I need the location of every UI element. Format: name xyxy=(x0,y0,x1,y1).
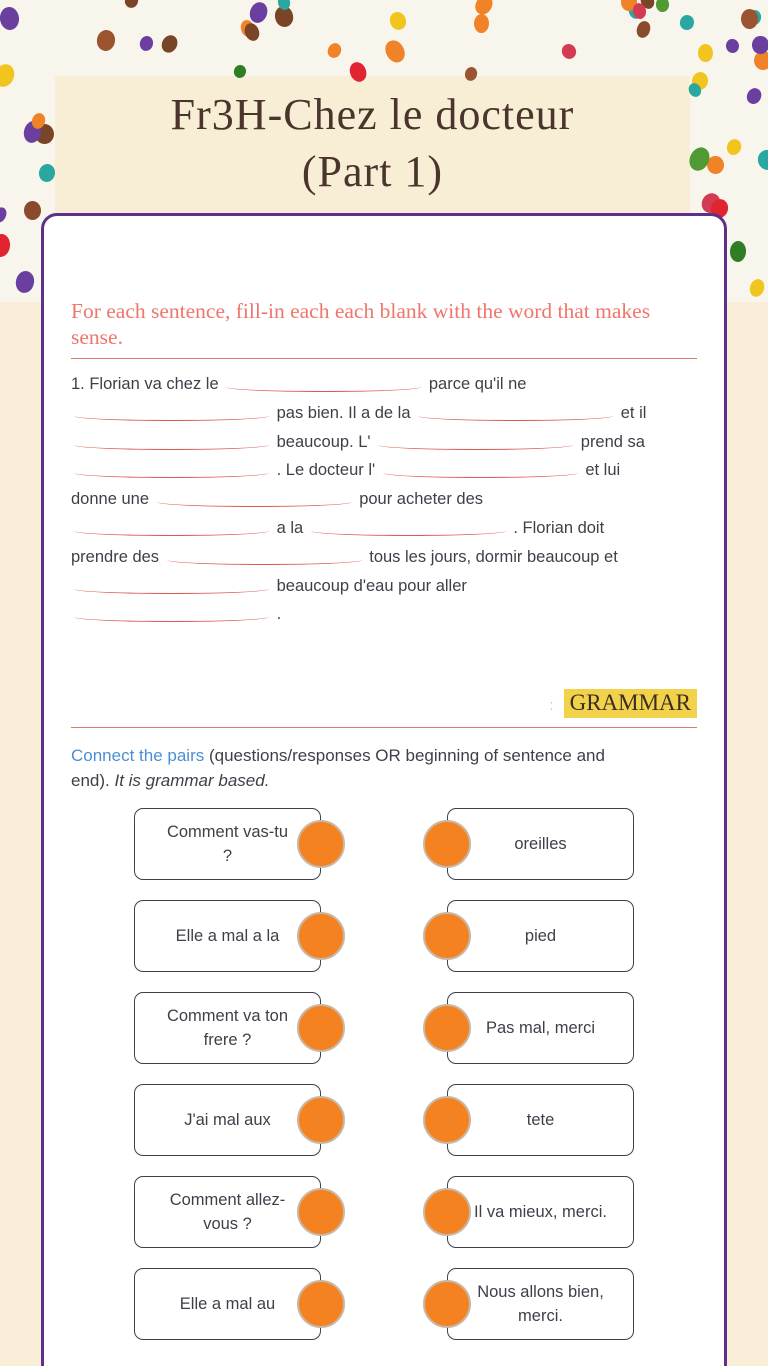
pair-right-box xyxy=(447,808,634,880)
polka-dot xyxy=(474,14,489,33)
fill-in-text: parce qu'il ne xyxy=(428,375,527,393)
pair-row xyxy=(71,1084,697,1156)
pair-right-text: pied xyxy=(524,927,557,946)
pair-row xyxy=(71,808,697,880)
fill-in-line xyxy=(71,573,697,602)
grammar-tag-row xyxy=(71,690,697,720)
pair-right-text: Nous allons bien, merci. xyxy=(477,1283,604,1326)
fill-in-line xyxy=(71,429,697,458)
connect-handle[interactable] xyxy=(297,912,345,960)
pair-right-text: Il va mieux, merci. xyxy=(474,1203,607,1222)
fill-in-text: beaucoup. L' xyxy=(276,432,371,451)
pair-right-text: Pas mal, merci xyxy=(485,1019,596,1038)
section-divider xyxy=(71,727,697,728)
fill-in-line xyxy=(71,400,697,429)
pair-right-box xyxy=(447,1268,634,1340)
connect-handle[interactable] xyxy=(297,1188,345,1236)
connect-handle[interactable] xyxy=(297,1280,345,1328)
fill-in-text: prendre des xyxy=(71,547,160,566)
connect-handle[interactable] xyxy=(423,820,471,868)
grammar-tag: GRAMMAR xyxy=(564,689,697,718)
pair-left-text: Elle a mal a la xyxy=(175,927,280,946)
fill-in-line xyxy=(71,515,697,544)
fill-blank-field[interactable] xyxy=(418,403,613,421)
pair-row xyxy=(71,1176,697,1248)
connect-pairs-instructions xyxy=(71,743,611,793)
page-title-line: Fr3H-Chez le docteur xyxy=(170,90,575,139)
fill-in-text: beaucoup d'eau pour aller xyxy=(276,576,467,595)
pair-left-text: Comment va ton frere ? xyxy=(166,1007,289,1050)
fill-in-line xyxy=(71,486,697,515)
pair-right-text: oreilles xyxy=(514,835,567,854)
fill-in-text: donne une xyxy=(71,490,149,509)
pair-left-box xyxy=(134,1176,321,1248)
fill-blank-field[interactable] xyxy=(311,518,506,536)
connect-handle[interactable] xyxy=(423,1096,471,1144)
fill-in-text: 1. Florian va chez le xyxy=(71,375,219,393)
fill-blank-field[interactable] xyxy=(74,604,269,622)
connect-handle[interactable] xyxy=(423,1280,471,1328)
fill-in-text: tous les jours, dormir beaucoup et xyxy=(369,547,618,566)
fill-in-text: et il xyxy=(620,403,647,422)
pair-right-box xyxy=(447,1176,634,1248)
polka-dot xyxy=(752,36,768,55)
fill-blank-field[interactable] xyxy=(74,518,269,536)
fill-in-text: pas bien. Il a de la xyxy=(276,403,411,422)
connect-handle[interactable] xyxy=(297,1004,345,1052)
section-divider xyxy=(71,358,697,359)
pair-left-text: Comment vas-tu ? xyxy=(166,823,289,866)
fill-in-instructions: For each sentence, fill-in each each blank with the word that makes sense. xyxy=(71,299,651,349)
worksheet-card xyxy=(41,213,727,1366)
page-title xyxy=(55,86,690,200)
connect-pairs-note: It is grammar based. xyxy=(114,771,270,791)
pair-left-box xyxy=(134,900,321,972)
grammar-tag-prefix: : xyxy=(549,697,554,715)
fill-in-text: pour acheter des xyxy=(359,490,484,509)
fill-blank-field[interactable] xyxy=(74,432,269,450)
pair-left-text: Elle a mal au xyxy=(179,1295,276,1314)
connect-handle[interactable] xyxy=(423,1004,471,1052)
pair-left-text: J'ai mal aux xyxy=(184,1111,271,1130)
page-title-line: (Part 1) xyxy=(301,147,444,196)
fill-blank-field[interactable] xyxy=(226,374,421,392)
pair-row xyxy=(71,992,697,1064)
connect-pairs-label: Connect the pairs xyxy=(71,746,205,766)
fill-blank-field[interactable] xyxy=(74,403,269,421)
connect-pairs-detail: (questions/responses OR beginning of sentence and end). xyxy=(71,746,605,791)
fill-in-text: . xyxy=(276,605,282,624)
fill-blank-field[interactable] xyxy=(74,460,269,478)
fill-in-text: a la xyxy=(276,518,304,537)
connect-handle[interactable] xyxy=(423,1188,471,1236)
fill-in-line xyxy=(71,457,697,486)
fill-in-text: . Florian doit xyxy=(513,518,605,537)
pair-row xyxy=(71,900,697,972)
fill-in-text: . Le docteur l' xyxy=(276,461,376,480)
fill-in-paragraph xyxy=(71,371,697,630)
pair-left-box xyxy=(134,1084,321,1156)
fill-in-line xyxy=(71,371,697,400)
fill-in-line xyxy=(71,601,697,630)
pair-left-box xyxy=(134,1268,321,1340)
fill-blank-field[interactable] xyxy=(74,576,269,594)
fill-blank-field[interactable] xyxy=(167,547,362,565)
pair-right-box xyxy=(447,1084,634,1156)
pair-right-box xyxy=(447,900,634,972)
pair-left-text: Comment allez-vous ? xyxy=(169,1191,286,1234)
fill-in-line xyxy=(71,544,697,573)
connect-handle[interactable] xyxy=(423,912,471,960)
pair-right-box xyxy=(447,992,634,1064)
fill-blank-field[interactable] xyxy=(383,460,578,478)
fill-blank-field[interactable] xyxy=(378,432,573,450)
pair-row xyxy=(71,1268,697,1340)
pair-left-box xyxy=(134,992,321,1064)
fill-in-text: et lui xyxy=(585,461,621,480)
fill-in-text: prend sa xyxy=(580,432,645,451)
connect-pairs-list xyxy=(71,808,697,1340)
connect-handle[interactable] xyxy=(297,1096,345,1144)
connect-handle[interactable] xyxy=(297,820,345,868)
pair-right-text: tete xyxy=(526,1111,555,1130)
fill-blank-field[interactable] xyxy=(157,489,352,507)
pair-left-box xyxy=(134,808,321,880)
